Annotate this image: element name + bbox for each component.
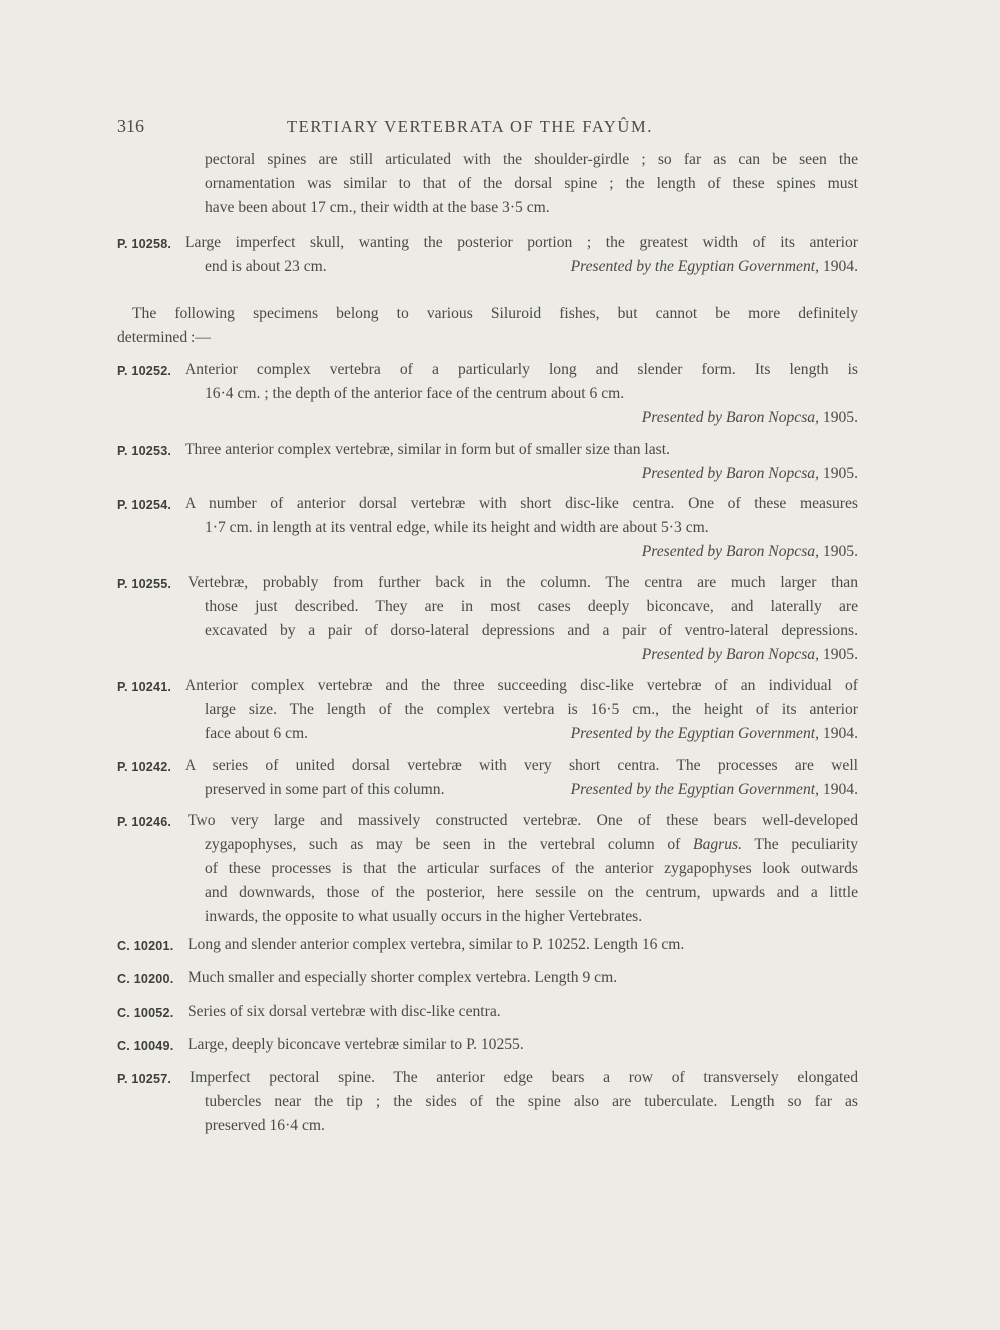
specimen-label: P. 10255. <box>117 577 172 591</box>
credit: Presented by Baron Nopcsa, 1905. <box>641 409 858 426</box>
entry-c10201: C. 10201. Long and slender anterior complex vertebra, similar to P. 10252. Length 16 cm. <box>117 933 858 957</box>
entry-p10254: P. 10254. A number of anterior dorsal vertebræ with short disc-like centra. One of these measures 1·7 cm. in length at its ventral edge, while its height and width are about 5·3 cm. Presented by Baron Nopcsa, 1905. <box>117 492 858 564</box>
entry-p10258: P. 10258. Large imperfect skull, wanting the posterior portion ; the greatest width of its anterior end is about 23 cm. Presented by the Egyptian Government, 1904. <box>117 231 858 279</box>
page-header <box>117 116 857 140</box>
genus-name: Bagrus. <box>693 836 742 853</box>
credit: Presented by the Egyptian Government, 1904. <box>570 725 858 742</box>
credit: Presented by Baron Nopcsa, 1905. <box>641 543 858 560</box>
entry-p10253: P. 10253. Three anterior complex vertebræ, similar in form but of smaller size than last. Presented by Baron Nopcsa, 1905. <box>117 438 858 486</box>
specimen-label: P. 10257. <box>117 1072 172 1086</box>
entry-c10049: C. 10049. Large, deeply biconcave vertebræ similar to P. 10255. <box>117 1033 858 1057</box>
specimen-label: C. 10200. <box>117 972 174 986</box>
page-number: 316 <box>117 116 144 136</box>
specimen-label: C. 10052. <box>117 1006 174 1020</box>
entry-p10242: P. 10242. A series of united dorsal vertebræ with very short centra. The processes are well preserved in some part of this column. Presented by the Egyptian Government, 1904. <box>117 754 858 802</box>
entry-p10252: P. 10252. Anterior complex vertebra of a particularly long and slender form. Its length is 16·4 cm. ; the depth of the anterior face of the centrum about 6 cm. Presented by Baron Nopcsa, 1905. <box>117 358 858 430</box>
credit: Presented by Baron Nopcsa, 1905. <box>641 465 858 482</box>
entry-p10257: P. 10257. Imperfect pectoral spine. The anterior edge bears a row of transversely elongated tubercles near the tip ; the sides of the spine also are tuberculate. Length so far as preserved 16·4 cm. <box>117 1069 858 1134</box>
specimen-label: P. 10241. <box>117 680 172 694</box>
specimen-label: P. 10253. <box>117 444 172 458</box>
entry-c10200: C. 10200. Much smaller and especially shorter complex vertebra. Length 9 cm. <box>117 966 858 990</box>
credit: Presented by the Egyptian Government, 1904. <box>570 781 858 798</box>
specimen-label: P. 10252. <box>117 364 172 378</box>
specimen-label: P. 10254. <box>117 498 172 512</box>
specimen-label: P. 10246. <box>117 815 172 829</box>
entry-c10052: C. 10052. Series of six dorsal vertebræ with disc-like centra. <box>117 1000 858 1024</box>
continuation-paragraph: pectoral spines are still articulated with the shoulder-girdle ; so far as can be seen the ornamentation was similar to that of the dorsal spine ; the length of these spines must have been about 17 cm., their width at the base 3·5 cm. <box>205 151 858 216</box>
specimen-label: C. 10201. <box>117 939 174 953</box>
entry-p10246: P. 10246. Two very large and massively constructed vertebræ. One of these bears well-developed zygapophyses, such as may be seen in the vertebral column of Bagrus. The peculiarity of these processes is that the articular surfaces of the anterior zygapophyses look outwards and downwards, those of the posterior, here sessile on the centrum, upwards and a little inwards, the opposite to what usually occurs in the higher Vertebrates. <box>117 812 859 925</box>
specimen-label: C. 10049. <box>117 1039 174 1053</box>
entry-p10241: P. 10241. Anterior complex vertebræ and the three succeeding disc-like vertebræ of an individual of large size. The length of the complex vertebra is 16·5 cm., the height of its anterior face about 6 cm. Presented by the Egyptian Government, 1904. <box>117 674 858 746</box>
entry-p10255: P. 10255. Vertebræ, probably from further back in the column. The centra are much larger than those just described. They are in most cases deeply biconcave, and laterally are excavated by a pair of dorso-lateral depressions and a pair of ventro-lateral depressions. Presented by Baron Nopcsa, 1905. <box>117 571 858 667</box>
credit: Presented by the Egyptian Government, 1904. <box>570 258 858 275</box>
running-title: TERTIARY VERTEBRATA OF THE FAYÛM. <box>287 117 653 136</box>
credit: Presented by Baron Nopcsa, 1905. <box>641 646 858 663</box>
specimen-label: P. 10258. <box>117 237 172 251</box>
intro-paragraph: The following specimens belong to various Siluroid fishes, but cannot be more definitely determined :— <box>117 305 858 346</box>
specimen-label: P. 10242. <box>117 760 172 774</box>
